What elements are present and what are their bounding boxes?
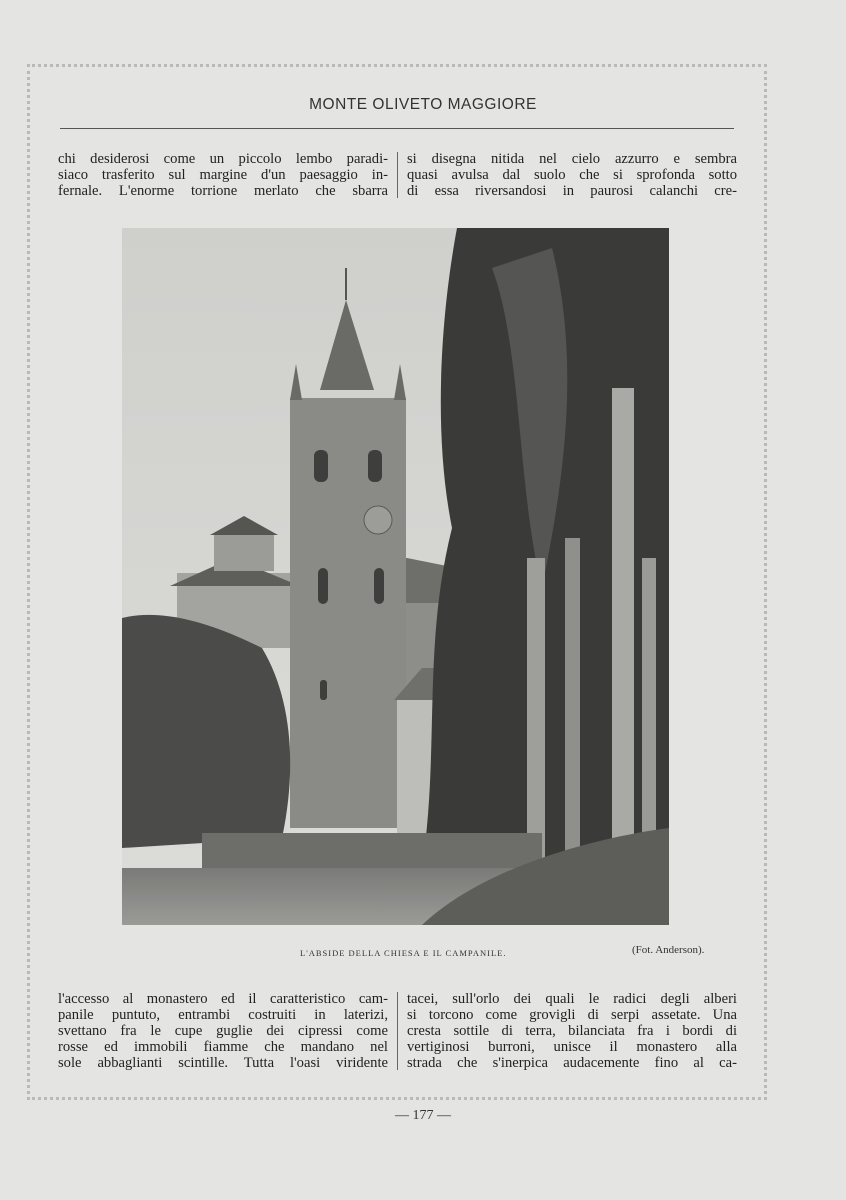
tower-window — [318, 568, 328, 604]
text-line: si disegna nitida nel cielo azzurro e sembra — [407, 151, 737, 167]
text-line: di essa riversandosi in paurosi calanchi cre- — [407, 183, 737, 199]
text-line: sole abbaglianti scintille. Tutta l'oasi viridente — [58, 1055, 388, 1071]
bottom-right-column — [407, 991, 737, 1071]
header-rule — [60, 128, 734, 129]
text-line: svettano fra le cupe guglie dei cipressi come — [58, 1023, 388, 1039]
photo-caption: L'ABSIDE DELLA CHIESA E IL CAMPANILE. — [300, 948, 507, 958]
cypress-trunk — [612, 388, 634, 868]
text-line: siaco trasferito sul margine d'un paesaggio in- — [58, 167, 388, 183]
tower-window — [314, 450, 328, 482]
text-line: panile puntuto, entrambi costruiti in laterizi, — [58, 1007, 388, 1023]
text-line: l'accesso al monastero ed il caratteristico cam- — [58, 991, 388, 1007]
cypress-trunk — [527, 558, 545, 858]
top-left-column — [58, 151, 388, 199]
boundary-wall — [202, 833, 542, 873]
text-line: vertiginosi burroni, unisce il monastero alla — [407, 1039, 737, 1055]
text-line: rosse ed immobili fiamme che mandano nel — [58, 1039, 388, 1055]
text-line: quasi avulsa dal suolo che si sprofonda sotto — [407, 167, 737, 183]
running-header: MONTE OLIVETO MAGGIORE — [309, 96, 537, 113]
text-line: cresta sottile di terra, bilanciata fra i bordi di — [407, 1023, 737, 1039]
text-line: si torcono come grovigli di serpi assetate. Una — [407, 1007, 737, 1023]
cypress-trunk — [642, 558, 656, 858]
column-divider — [397, 152, 398, 198]
cypress-trunk — [565, 538, 580, 858]
photograph-abbey — [122, 228, 669, 925]
lantern — [214, 533, 274, 571]
tower-window — [368, 450, 382, 482]
text-line: chi desiderosi come un piccolo lembo paradi- — [58, 151, 388, 167]
bottom-left-column — [58, 991, 388, 1071]
text-line: fernale. L'enorme torrione merlato che sbarra — [58, 183, 388, 199]
photo-credit: (Fot. Anderson). — [632, 944, 705, 956]
tower-window — [374, 568, 384, 604]
tower-clock — [364, 506, 392, 534]
column-divider — [397, 992, 398, 1070]
tower-window — [320, 680, 327, 700]
top-right-column — [407, 151, 737, 199]
page-number: — 177 — — [395, 1108, 451, 1123]
bell-tower — [290, 398, 406, 828]
text-line: strada che s'inerpica audacemente fino al ca- — [407, 1055, 737, 1071]
text-line: tacei, sull'orlo dei quali le radici degli alberi — [407, 991, 737, 1007]
